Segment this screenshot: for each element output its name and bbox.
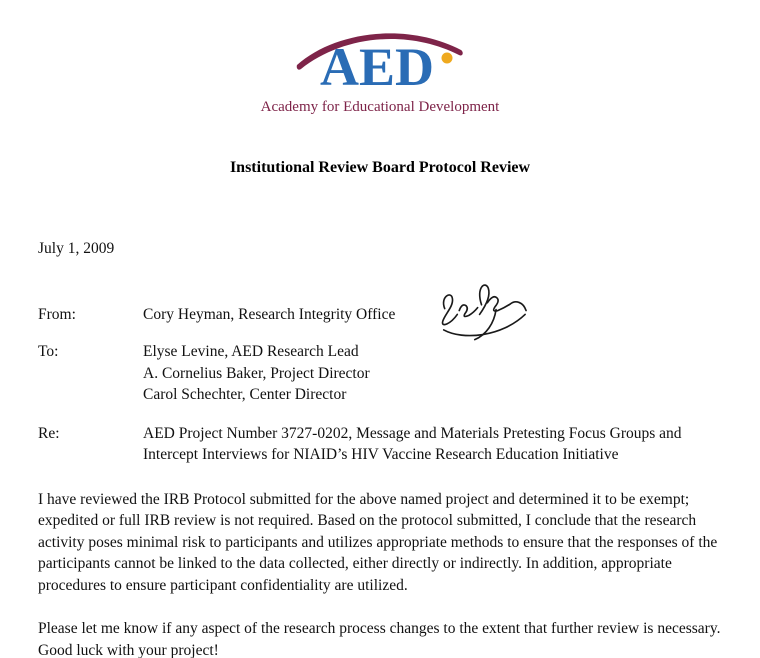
letter-body (0, 238, 760, 658)
body-paragraph: Please let me know if any aspect of the research process changes to the extent that further review is necessary. Good luck with your project! (38, 620, 721, 658)
to-row (38, 341, 724, 406)
document-title: Institutional Review Board Protocol Review (229, 159, 531, 176)
re-label: Re: (38, 424, 60, 442)
recipient-line: A. Cornelius Baker, Project Director (143, 364, 370, 382)
gold-dot-icon (442, 53, 453, 64)
date-line: July 1, 2009 (38, 240, 115, 257)
aed-logo-icon (295, 28, 465, 90)
aed-logo (0, 0, 760, 116)
recipient-line: Carol Schechter, Center Director (143, 386, 347, 403)
recipient-line: Elyse Levine, AED Research Lead (143, 343, 359, 360)
from-row (38, 304, 724, 326)
to-label: To: (38, 343, 59, 360)
from-value: Cory Heyman, Research Integrity Office (143, 305, 396, 323)
from-label: From: (38, 305, 76, 323)
body-paragraph: I have reviewed the IRB Protocol submitted for the above named project and determined it to be exempt; expedited or full IRB review is not required. Based on the protocol submitted, I conclude that the research activity poses minimal risk to participants and utilizes appropriate methods to ensure that the responses of the participants cannot be linked to the data collected, either directly or indirectly. In addition, appropriate procedures to ensure participant confidentiality are utilized. (38, 490, 718, 594)
re-value: AED Project Number 3727-0202, Message and Materials Pretesting Focus Groups and Intercept Interviews for NIAID’s HIV Vaccine Research Education Initiative (143, 424, 682, 463)
org-name: Academy for Educational Development (260, 99, 500, 115)
logo-acronym: AED (319, 37, 435, 90)
to-value (143, 341, 724, 406)
re-row (38, 423, 724, 466)
